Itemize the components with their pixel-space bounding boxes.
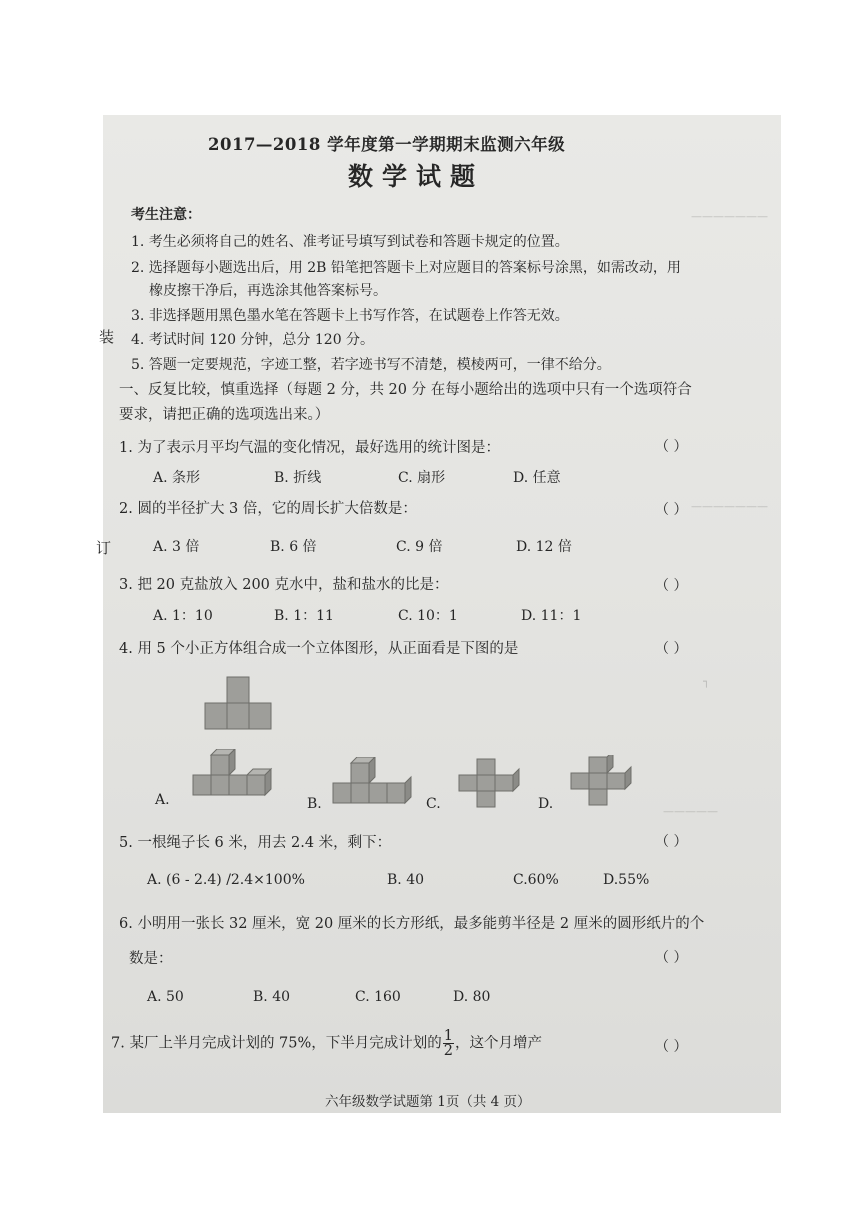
section1-heading-cont: 要求，请把正确的选项选出来。） — [119, 407, 330, 423]
solid-option-b-figure — [331, 757, 421, 809]
q4-option-d: D. — [538, 796, 554, 812]
question-6-stem: 6. 小明用一张长 32 厘米，宽 20 厘米的长方形纸，最多能剪半径是 2 厘米的圆形纸片的个 — [119, 916, 705, 932]
question-4-stem: 4. 用 5 个小正方体组合成一个立体图形，从正面看是下图的是 — [119, 641, 519, 657]
section1-heading: 一、反复比较，慎重选择（每题 2 分，共 20 分 在每小题给出的选项中只有一个选项符合 — [119, 382, 692, 398]
q6-option-c: C. 160 — [355, 989, 401, 1005]
question-7-stem — [111, 1029, 542, 1058]
question-5-stem: 5. 一根绳子长 6 米，用去 2.4 米，剩下： — [119, 835, 392, 851]
exam-title-line1: 2017—2018 学年度第一学期期末监测六年级 — [208, 135, 566, 154]
answer-blank-2[interactable]: （ ） — [655, 502, 688, 518]
answer-blank-5[interactable]: （ ） — [655, 834, 688, 850]
q5-option-a: A. (6 - 2.4) /2.4×100% — [147, 872, 305, 888]
q4-option-c: C. — [426, 796, 441, 812]
note-1: 1. 考生必须将自己的姓名、准考证号填写到试卷和答题卡规定的位置。 — [131, 234, 569, 250]
exam-photo — [103, 115, 781, 1113]
question-2-stem: 2. 圆的半径扩大 3 倍，它的周长扩大倍数是： — [119, 501, 417, 517]
q2-option-a: A. 3 倍 — [153, 539, 200, 555]
note-3: 3. 非选择题用黑色墨水笔在答题卡上书写作答，在试题卷上作答无效。 — [131, 308, 569, 324]
q3-option-c: C. 10：1 — [398, 608, 458, 624]
q3-option-a: A. 1：10 — [153, 608, 213, 624]
answer-blank-1[interactable]: （ ） — [655, 439, 688, 455]
answer-blank-3[interactable]: （ ） — [655, 578, 688, 594]
q5-option-d: D.55% — [603, 872, 650, 888]
q2-option-b: B. 6 倍 — [270, 539, 317, 555]
q2-option-d: D. 12 倍 — [516, 539, 572, 555]
question-7-stem-post: ，这个月增产 — [455, 1035, 543, 1052]
answer-blank-6[interactable]: （ ） — [655, 950, 688, 966]
q6-option-b: B. 40 — [253, 989, 291, 1005]
page-footer: 六年级数学试题第 1页（共 4 页） — [325, 1094, 531, 1110]
answer-blank-7[interactable]: （ ） — [655, 1039, 688, 1055]
question-1-stem: 1. 为了表示月平均气温的变化情况，最好选用的统计图是： — [119, 440, 500, 456]
q4-option-a: A. — [155, 792, 170, 808]
note-5: 5. 答题一定要规范，字迹工整，若字迹书写不清楚，模棱两可，一律不给分。 — [131, 357, 611, 373]
answer-blank-4[interactable]: （ ） — [655, 641, 688, 657]
solid-option-a-figure — [185, 749, 285, 805]
q2-option-c: C. 9 倍 — [396, 539, 443, 555]
q3-option-d: D. 11：1 — [521, 608, 582, 624]
fraction-one-half — [443, 1029, 454, 1058]
q6-option-a: A. 50 — [147, 989, 184, 1005]
q5-option-b: B. 40 — [387, 872, 425, 888]
binding-mark-zhuang: 装 — [99, 328, 115, 346]
question-3-stem: 3. 把 20 克盐放入 200 克水中，盐和盐水的比是： — [119, 577, 449, 593]
q4-option-b: B. — [307, 796, 322, 812]
q1-option-a: A. 条形 — [153, 470, 201, 486]
q1-option-c: C. 扇形 — [398, 470, 446, 486]
solid-option-c-figure — [455, 757, 527, 809]
question-7-stem-pre: 7. 某厂上半月完成计划的 75%，下半月完成计划的 — [111, 1035, 442, 1052]
question-6-stem-cont: 数是： — [129, 951, 173, 967]
fraction-denominator: 2 — [443, 1043, 454, 1059]
front-view-figure — [203, 675, 273, 731]
fraction-numerator: 1 — [443, 1028, 454, 1044]
solid-option-d-figure — [567, 755, 647, 809]
q1-option-d: D. 任意 — [513, 470, 561, 486]
q1-option-b: B. 折线 — [274, 470, 322, 486]
note-4: 4. 考试时间 120 分钟，总分 120 分。 — [131, 332, 375, 348]
q5-option-c: C.60% — [513, 872, 559, 888]
exam-page: ——————— ——————— ┐ ————— 2017—2018 学年度第一学期期末监测六年级 数学试题 考生注意： 1. 考生必须将自己的姓名、准考证号填写到试卷和答题卡规定的位置。 2. 选择题每小题选出后，用 2B 铅笔把答题卡上对应题目的答案标号涂黑，如需改动，用 橡皮擦干净后，再选涂其他答案标号。 3. 非选择题用黑色墨水笔在答题卡上书写作答，在试题卷上作答无效。 4. 考试时间 120 分钟，总分 120 分。 5. 答题一定要规范，字迹工整，若字迹书写不清楚，模棱两可，一律不给分。 一、反复比较，慎重选择（每题 2 分，共 20 分 在每小题给出的选项中只有一个选项符合 要求，请把正确的选项选出来。） 1. 为了表示月平均气温的变化情况，最好选用的统计图是： （ ） A. 条形 B. 折线 C. 扇形 D. 任意 2. 圆的半径扩大 3 倍，它的周长扩大倍数是： （ ） A. 3 倍 B. 6 倍 C. 9 倍 D. 12 倍 3. 把 20 克盐放入 200 克水中，盐和盐水的比是： （ ） A. 1：10 B. 1：11 C. 10：1 D. 11：1 4. 用 5 个小正方体组合成一个立体图形，从正面看是下图的是 （ ） A. B. C. D. 5. 一根绳子长 6 米，用去 2.4 米，剩下： （ ） A. (6 - 2.4) /2.4×100% B. 40 C.60% D.55% 6. 小明用一张长 32 厘米，宽 20 厘米的长方形纸，最多能剪半径是 2 厘米的圆形纸片的个 数是： （ ） A. 50 B. 40 C. 160 D. 80 7. 某厂上半月完成计划的 75%，下半月完成计划的 $\frac{1}{2}$ ，这个月增产 （ ） 六年级数学试题第 1页（共 4 页） — [103, 115, 781, 1113]
q3-option-b: B. 1：11 — [274, 608, 334, 624]
note-2-cont: 橡皮擦干净后，再选涂其他答案标号。 — [149, 283, 387, 299]
notes-heading: 考生注意： — [131, 207, 201, 223]
binding-mark-ding: 订 — [96, 539, 112, 557]
exam-title: 数学试题 — [348, 162, 485, 191]
note-2: 2. 选择题每小题选出后，用 2B 铅笔把答题卡上对应题目的答案标号涂黑，如需改动，用 — [131, 260, 681, 276]
q6-option-d: D. 80 — [453, 989, 491, 1005]
